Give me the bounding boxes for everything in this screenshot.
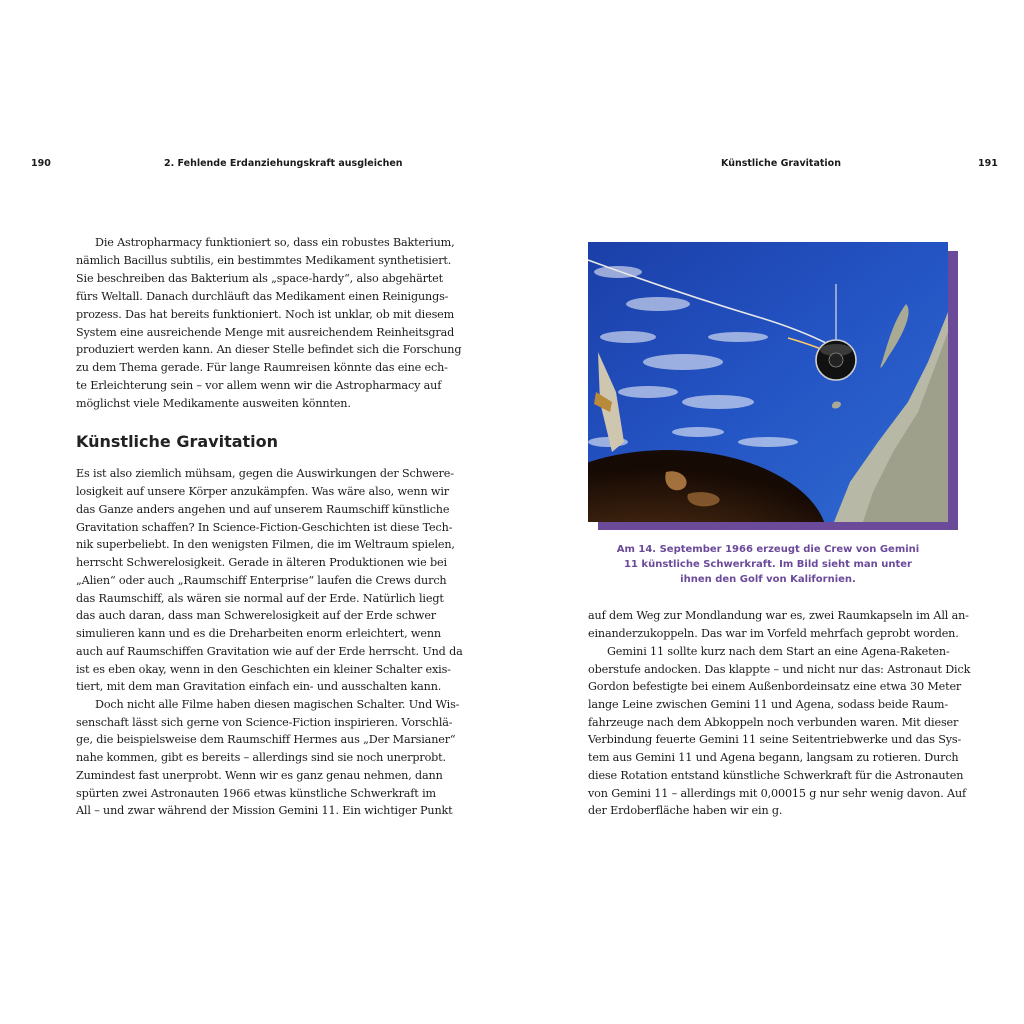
text-line: herrscht Schwerelosigkeit. Gerade in älteren Produktionen wie bei xyxy=(76,556,447,569)
text-line: losigkeit auf unsere Körper anzukämpfen. Was wäre also, wenn wir xyxy=(76,485,449,498)
text-line: te Erleichterung sein – vor allem wenn wir die Astropharmacy auf xyxy=(76,379,442,392)
page-number-right: 191 xyxy=(978,158,998,169)
text-line: produziert werden kann. An dieser Stelle befindet sich die Forschung xyxy=(76,343,462,356)
text-line: Gordon befestigte bei einem Außenbordeinsatz eine etwa 30 Meter xyxy=(588,680,962,693)
text-line: All – und zwar während der Mission Gemini 11. Ein wichtiger Punkt xyxy=(76,804,453,817)
text-line: tiert, mit dem man Gravitation einfach ein- und ausschalten kann. xyxy=(76,680,442,693)
text-line: lange Leine zwischen Gemini 11 und Agena, sodass beide Raum- xyxy=(588,698,948,711)
text-line: Gemini 11 sollte kurz nach dem Start an eine Agena-Raketen- xyxy=(607,645,950,658)
text-line: Doch nicht alle Filme haben diesen magischen Schalter. Und Wis- xyxy=(95,698,460,711)
caption-line: Am 14. September 1966 erzeugt die Crew von Gemini xyxy=(616,544,920,555)
text-line: das Raumschiff, als wären sie normal auf der Erde. Natürlich liegt xyxy=(76,592,444,605)
text-line: senschaft lässt sich gerne von Science-Fiction inspirieren. Vorschlä- xyxy=(76,716,453,729)
text-line: auch auf Raumschiffen Gravitation wie auf der Erde herrscht. Und da xyxy=(76,645,463,658)
text-line: simulieren kann und es die Dreharbeiten enorm erleichtert, wenn xyxy=(76,627,441,640)
text-line: prozess. Das hat bereits funktioniert. Noch ist unklar, ob mit diesem xyxy=(76,308,455,321)
text-line: diese Rotation entstand künstliche Schwerkraft für die Astronauten xyxy=(588,769,964,782)
text-line: spürten zwei Astronauten 1966 etwas künstliche Schwerkraft im xyxy=(76,787,436,800)
text-line: Es ist also ziemlich mühsam, gegen die Auswirkungen der Schwere- xyxy=(76,467,454,480)
text-line: oberstufe andocken. Das klappte – und nicht nur das: Astronaut Dick xyxy=(588,663,971,676)
text-line: Gravitation schaffen? In Science-Fiction-Geschichten ist diese Tech- xyxy=(76,521,453,534)
text-line: auf dem Weg zur Mondlandung war es, zwei Raumkapseln im All an- xyxy=(588,609,969,622)
text-line: von Gemini 11 – allerdings mit 0,00015 g nur sehr wenig davon. Auf xyxy=(588,787,967,800)
text-line: zu dem Thema gerade. Für lange Raumreisen könnte das eine ech- xyxy=(76,361,448,374)
text-line: tem aus Gemini 11 und Agena begann, langsam zu rotieren. Durch xyxy=(588,751,959,764)
text-line: fahrzeuge nach dem Abkoppeln noch verbunden waren. Mit dieser xyxy=(588,716,959,729)
caption-line: 11 künstliche Schwerkraft. Im Bild sieht man unter xyxy=(624,559,912,570)
photo-figure xyxy=(588,242,958,530)
text-line: das auch daran, dass man Schwerelosigkeit auf der Erde schwer xyxy=(76,609,436,622)
running-header-left: 2. Fehlende Erdanziehungskraft ausgleichen xyxy=(164,158,403,169)
text-line: einanderzukoppeln. Das war im Vorfeld mehrfach geprobt worden. xyxy=(588,627,959,640)
text-line: der Erdoberfläche haben wir ein g. xyxy=(588,804,783,817)
text-line: nik superbeliebt. In den wenigsten Filmen, die im Weltraum spielen, xyxy=(76,538,455,551)
text-line: Zumindest fast unerprobt. Wenn wir es ganz genau nehmen, dann xyxy=(76,769,443,782)
text-line: Verbindung feuerte Gemini 11 seine Seitentriebwerke und das Sys- xyxy=(588,733,962,746)
text-line: Die Astropharmacy funktioniert so, dass ein robustes Bakterium, xyxy=(95,236,455,249)
text-line: System eine ausreichende Menge mit ausreichendem Reinheitsgrad xyxy=(76,326,455,339)
text-line: fürs Weltall. Danach durchläuft das Medikament einen Reinigungs- xyxy=(76,290,449,303)
text-line: „Alien“ oder auch „Raumschiff Enterprise“ laufen die Crews durch xyxy=(76,574,447,587)
caption-line: ihnen den Golf von Kalifornien. xyxy=(680,574,856,585)
text-line: möglichst viele Medikamente ausweiten könnten. xyxy=(76,397,351,410)
text-line: das Ganze anders angehen und auf unserem Raumschiff künstliche xyxy=(76,503,450,516)
space-photo xyxy=(588,242,948,522)
text-line: Sie beschreiben das Bakterium als „space-hardy“, also abgehärtet xyxy=(76,272,443,285)
text-line: nahe kommen, gibt es bereits – allerdings sind sie noch unerprobt. xyxy=(76,751,446,764)
text-line: ge, die beispielsweise dem Raumschiff Hermes aus „Der Marsianer“ xyxy=(76,733,456,746)
page-number-left: 190 xyxy=(31,158,51,169)
text-line: ist es eben okay, wenn in den Geschichten ein kleiner Schalter exis- xyxy=(76,663,451,676)
section-heading: Künstliche Gravitation xyxy=(76,432,279,451)
text-line: nämlich Bacillus subtilis, ein bestimmtes Medikament synthetisiert. xyxy=(76,254,452,267)
running-header-right: Künstliche Gravitation xyxy=(721,158,841,169)
